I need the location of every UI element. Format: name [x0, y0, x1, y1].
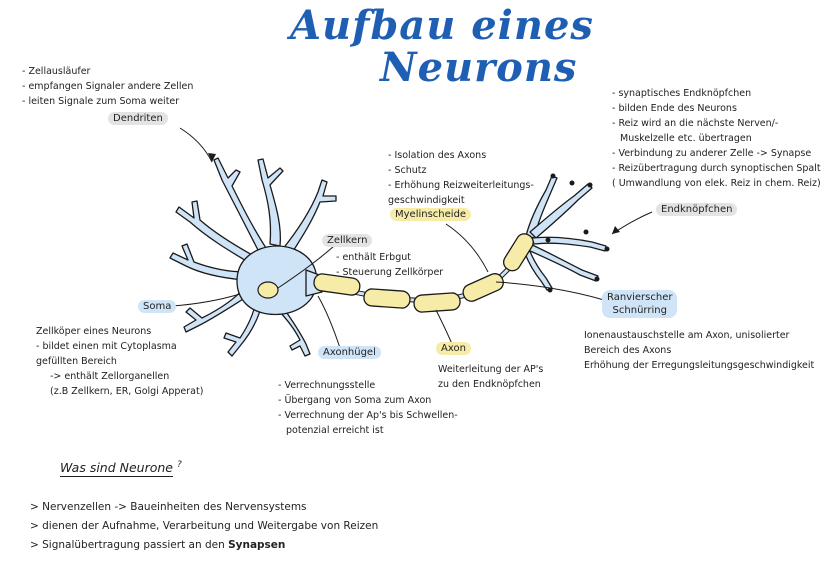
note-line: Zellköper eines Neurons: [36, 326, 152, 337]
note-line: - Verbindung zu anderer Zelle -> Synapse: [612, 148, 812, 159]
label-zellkern: Zellkern: [322, 234, 372, 247]
list-item: > Nervenzellen -> Baueinheiten des Nervensystems: [30, 501, 307, 513]
note-line: - Isolation des Axons: [388, 150, 487, 161]
note-line: ( Umwandlung von elek. Reiz in chem. Reiz): [612, 178, 821, 189]
label-ranvier: [602, 290, 677, 318]
note-line: - Reizübertragung durch synoptischen Spalt: [612, 163, 821, 174]
note-line: - Verrechnungsstelle: [278, 380, 376, 391]
list-item: [30, 536, 378, 555]
list-item: > dienen der Aufnahme, Verarbeitung und Weitergabe von Reizen: [30, 520, 379, 532]
soma-notes: [36, 324, 203, 399]
nucleus: [258, 282, 278, 298]
dendriten-notes: [22, 64, 193, 109]
pointer-myelin: [446, 224, 488, 272]
pointer-dendriten: [180, 128, 212, 162]
label-ranvier-line2: Schnürring: [612, 305, 667, 316]
axon-notes: [438, 362, 543, 392]
label-dendriten: Dendriten: [108, 112, 168, 125]
ranvier-notes: [584, 328, 814, 373]
note-line: -> enthält Zellorganellen: [50, 371, 170, 382]
note-line: - Erhöhung Reizweiterleitungs-: [388, 180, 534, 191]
note-line: - Reiz wird an die nächste Nerven/-: [612, 118, 779, 129]
title-line1: Aufbau eines: [290, 2, 594, 49]
myelin-notes: [388, 148, 534, 208]
note-line: - synaptisches Endknöpfchen: [612, 88, 752, 99]
note-line: zu den Endknöpfchen: [438, 379, 541, 390]
note-line: - Zellausläufer: [22, 66, 91, 77]
note-line: - Steuerung Zellkörper: [336, 267, 444, 278]
endknoepfchen-notes: [612, 86, 821, 191]
note-line: potenzial erreicht ist: [286, 425, 384, 436]
pointer-axon: [436, 310, 452, 344]
note-line: - Übergang von Soma zum Axon: [278, 395, 432, 406]
note-line: Bereich des Axons: [584, 345, 672, 356]
note-line: gefüllten Bereich: [36, 356, 117, 367]
axonhuegel-notes: [278, 378, 458, 438]
bouton-dot: [570, 181, 575, 186]
label-axon: Axon: [436, 342, 471, 355]
bouton-dot: [551, 174, 556, 179]
myelin-segment: [413, 292, 460, 312]
soma-body: [237, 246, 317, 315]
note-line: - Verrechnung der Ap's bis Schwellen-: [278, 410, 458, 421]
list-item-text: > Signalübertragung passiert an den: [30, 539, 229, 551]
note-line: - enthält Erbgut: [336, 252, 411, 263]
myelin-segment: [461, 271, 506, 304]
label-soma: Soma: [138, 300, 176, 313]
note-line: - leiten Signale zum Soma weiter: [22, 96, 180, 107]
note-line: Weiterleitung der AP's: [438, 364, 544, 375]
bouton-dot: [584, 230, 589, 235]
dendrite-branch: [258, 159, 283, 246]
label-endknoepfchen: Endknöpfchen: [656, 203, 737, 216]
note-line: Muskelzelle etc. übertragen: [620, 133, 752, 144]
bouton-dot: [546, 238, 551, 243]
note-line: - bildet einen mit Cytoplasma: [36, 341, 177, 352]
note-line: geschwindigkeit: [388, 195, 465, 206]
question-title-text: Was sind Neurone: [60, 460, 174, 476]
note-line: - Schutz: [388, 165, 427, 176]
bouton-dot: [605, 247, 610, 252]
note-line: (z.B Zellkern, ER, Golgi Apperat): [50, 386, 204, 397]
question-list: [30, 498, 378, 555]
pointer-axonhuegel: [318, 296, 340, 348]
label-myelinscheide: Myelinscheide: [390, 208, 471, 221]
question-title: [60, 460, 182, 475]
question-mark: ?: [177, 460, 182, 470]
myelin-segment: [363, 288, 410, 308]
title-line2: Neurons: [380, 44, 578, 91]
note-line: - empfangen Signaler andere Zellen: [22, 81, 194, 92]
bouton-dot: [595, 277, 600, 282]
label-ranvier-line1: Ranvierscher: [607, 292, 673, 303]
terminal-branch: [532, 237, 606, 251]
label-axonhuegel: Axonhügel: [318, 346, 381, 359]
note-line: Ionenaustauschstelle am Axon, unisolierter: [584, 330, 790, 341]
note-line: - bilden Ende des Neurons: [612, 103, 737, 114]
note-line: Erhöhung der Erregungsleitungsgeschwindigkeit: [584, 360, 815, 371]
zellkern-notes: [336, 250, 443, 280]
synapsen-term: Synapsen: [228, 539, 286, 551]
bouton-dot: [588, 183, 593, 188]
